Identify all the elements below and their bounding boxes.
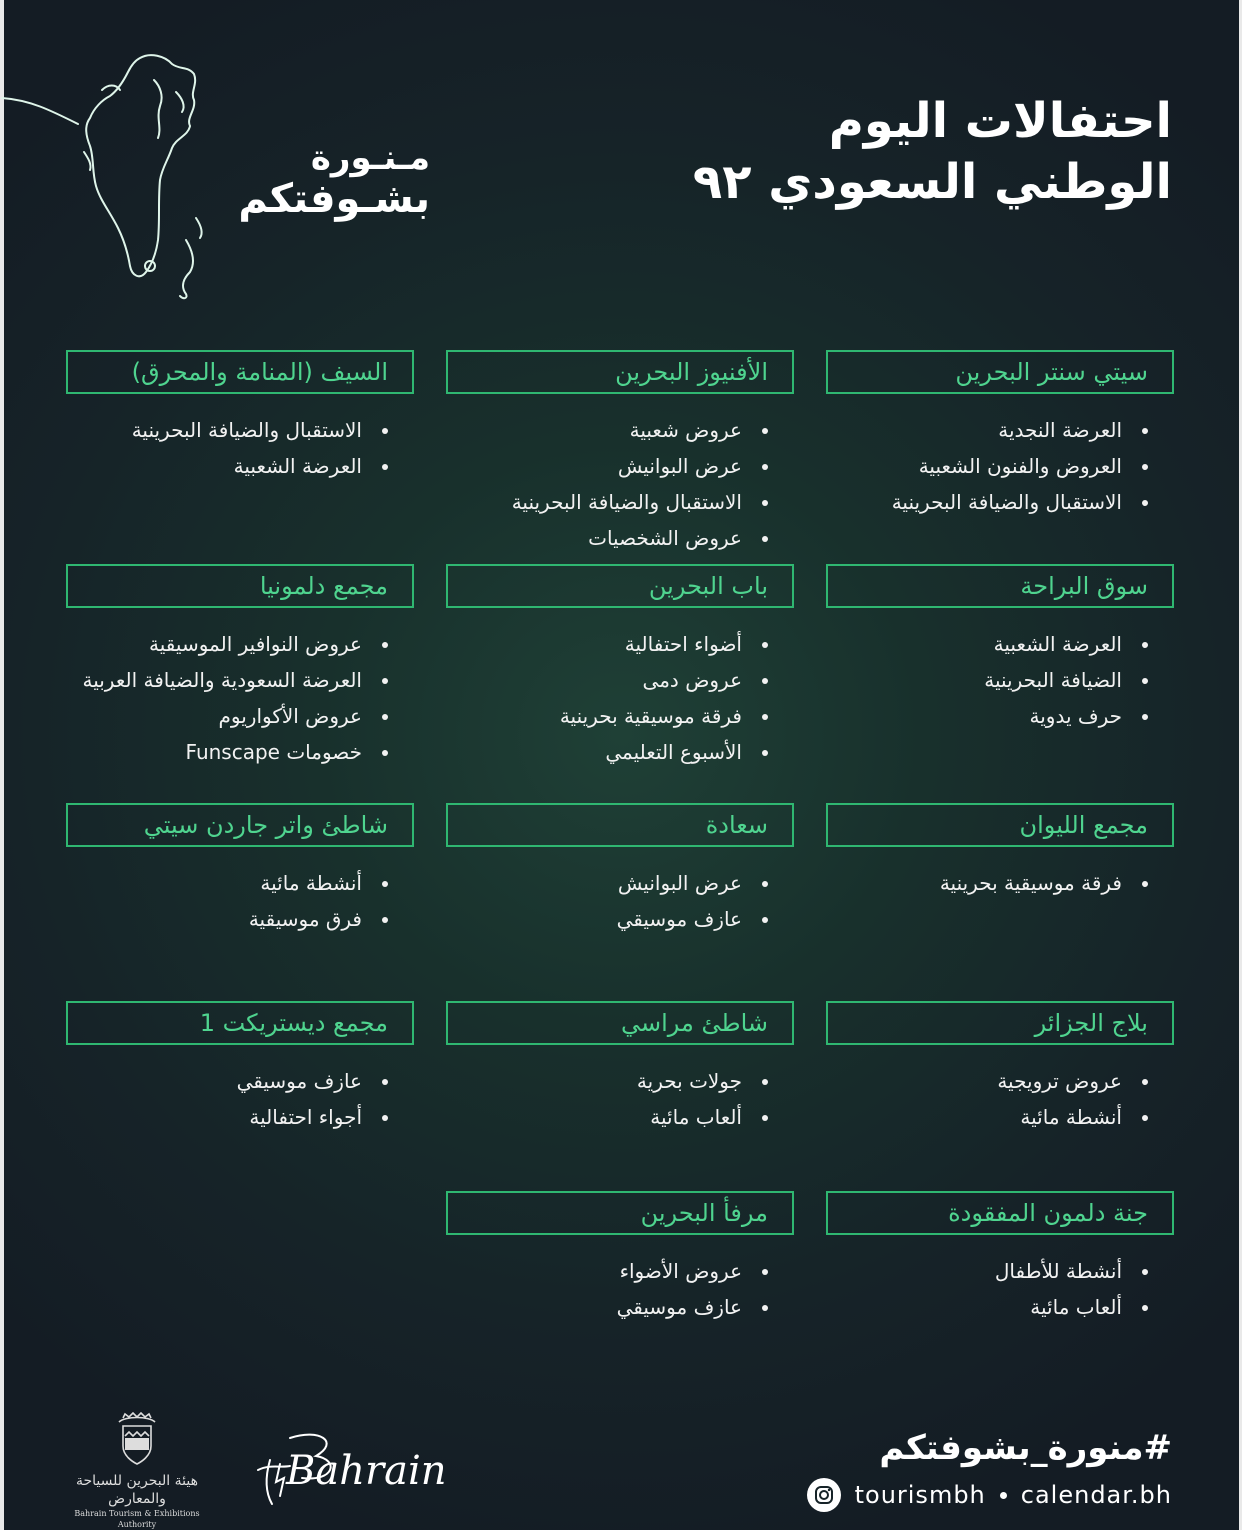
venue-activities [826, 412, 1174, 520]
activity-item: أضواء احتفالية [446, 626, 772, 662]
activity-item: عروض دمى [446, 662, 772, 698]
activity-item: عازف موسيقي [446, 901, 772, 937]
venue-title: جنة دلمون المفقودة [826, 1191, 1174, 1235]
instagram-handle[interactable]: tourismbh [854, 1481, 986, 1509]
venue-activities [446, 626, 794, 770]
venue-title: سعادة [446, 803, 794, 847]
activity-item: عروض الأكواريوم [66, 698, 392, 734]
activity-item: عروض شعبية [446, 412, 772, 448]
venue-title: مجمع ديستريكت 1 [66, 1001, 414, 1045]
authority-name-en-1: Bahrain Tourism & Exhibitions [74, 1509, 200, 1518]
activity-item: عروض النوافير الموسيقية [66, 626, 392, 662]
venue-activities [66, 865, 414, 937]
venue-water-garden-city [66, 803, 414, 937]
activity-item: الاستقبال والضيافة البحرينية [66, 412, 392, 448]
activity-item: العروض والفنون الشعبية [826, 448, 1152, 484]
venue-activities [826, 865, 1174, 901]
activity-item: العرضة الشعبية [826, 626, 1152, 662]
activity-item: خصومات Funscape [66, 734, 392, 770]
activity-item: ألعاب مائية [826, 1289, 1152, 1325]
venue-lost-paradise-dilmun [826, 1191, 1174, 1325]
venue-seef [66, 350, 414, 484]
campaign-hashtag: #منورة_بشوفتكم [879, 1428, 1172, 1468]
venue-jazair-beach [826, 1001, 1174, 1135]
activity-item: عروض ترويجية [826, 1063, 1152, 1099]
activity-item: الأسبوع التعليمي [446, 734, 772, 770]
venue-title: مرفأ البحرين [446, 1191, 794, 1235]
activity-item: الاستقبال والضيافة البحرينية [446, 484, 772, 520]
activity-item: أجواء احتفالية [66, 1099, 392, 1135]
venue-activities [66, 412, 414, 484]
slogan-line-1: مـنـورة [310, 138, 430, 178]
venue-marassi-beach [446, 1001, 794, 1135]
activity-item: العرضة الشعبية [66, 448, 392, 484]
venue-title: سيتي سنتر البحرين [826, 350, 1174, 394]
activity-item: فرقة موسيقية بحرينية [446, 698, 772, 734]
venue-activities [446, 865, 794, 937]
page-title [693, 92, 1172, 214]
venue-title: سوق البراحة [826, 564, 1174, 608]
slogan-line-2: بشـوفتكم [238, 176, 430, 222]
activity-item: عرض البوانيش [446, 448, 772, 484]
activity-item: جولات بحرية [446, 1063, 772, 1099]
activity-item: عروض الأضواء [446, 1253, 772, 1289]
venue-bahrain-harbour [446, 1191, 794, 1325]
venue-title: شاطئ مراسي [446, 1001, 794, 1045]
activity-item: العرضة النجدية [826, 412, 1152, 448]
authority-name-ar: هيئة البحرين للسياحة والمعارض [76, 1473, 198, 1507]
venue-activities [446, 1063, 794, 1135]
venue-bab-albahrain [446, 564, 794, 770]
brand-wordmark: Bahrain [286, 1448, 447, 1494]
activity-item: فرقة موسيقية بحرينية [826, 865, 1152, 901]
venue-district-one [66, 1001, 414, 1135]
venue-saada [446, 803, 794, 937]
activity-item: أنشطة للأطفال [826, 1253, 1152, 1289]
bahrain-brand-logo [250, 1430, 447, 1512]
venue-activities [66, 626, 414, 770]
activity-item: عرض البوانيش [446, 865, 772, 901]
activity-item: فرق موسيقية [66, 901, 392, 937]
venue-city-centre [826, 350, 1174, 520]
bahrain-map-icon [0, 40, 230, 300]
activity-item: ألعاب مائية [446, 1099, 772, 1135]
venue-activities [826, 626, 1174, 734]
venue-title: السيف (المنامة والمحرق) [66, 350, 414, 394]
title-line-2: الوطني السعودي ٩٢ [692, 154, 1172, 210]
activity-item: الاستقبال والضيافة البحرينية [826, 484, 1152, 520]
title-line-1: احتفالات اليوم [828, 93, 1172, 149]
venue-dilmunia [66, 564, 414, 770]
venue-avenues [446, 350, 794, 556]
activity-item: أنشطة مائية [826, 1099, 1152, 1135]
activity-item: عازف موسيقي [66, 1063, 392, 1099]
tourism-authority-logo [62, 1412, 212, 1529]
activity-item: عروض الشخصيات [446, 520, 772, 556]
venue-activities [826, 1253, 1174, 1325]
activity-item: العرضة السعودية والضيافة العربية [66, 662, 392, 698]
venue-title: مجمع دلمونيا [66, 564, 414, 608]
venue-title: باب البحرين [446, 564, 794, 608]
authority-name-en-2: Authority [117, 1520, 157, 1529]
instagram-icon[interactable] [807, 1478, 841, 1512]
venue-souq-albaraha [826, 564, 1174, 734]
separator-dot [1000, 1492, 1007, 1499]
venue-activities [446, 412, 794, 556]
venue-activities [66, 1063, 414, 1135]
website-link[interactable]: calendar.bh [1020, 1481, 1172, 1509]
venue-title: بلاج الجزائر [826, 1001, 1174, 1045]
venue-activities [446, 1253, 794, 1325]
venue-activities [826, 1063, 1174, 1135]
venue-title: الأفنيوز البحرين [446, 350, 794, 394]
activity-item: حرف يدوية [826, 698, 1152, 734]
activity-item: أنشطة مائية [66, 865, 392, 901]
activity-item: عازف موسيقي [446, 1289, 772, 1325]
venue-liwan [826, 803, 1174, 901]
contact-handles [807, 1478, 1172, 1512]
crest-icon [111, 1412, 163, 1466]
venue-title: مجمع الليوان [826, 803, 1174, 847]
activity-item: الضيافة البحرينية [826, 662, 1152, 698]
venue-title: شاطئ واتر جاردن سيتي [66, 803, 414, 847]
campaign-slogan [235, 140, 430, 222]
